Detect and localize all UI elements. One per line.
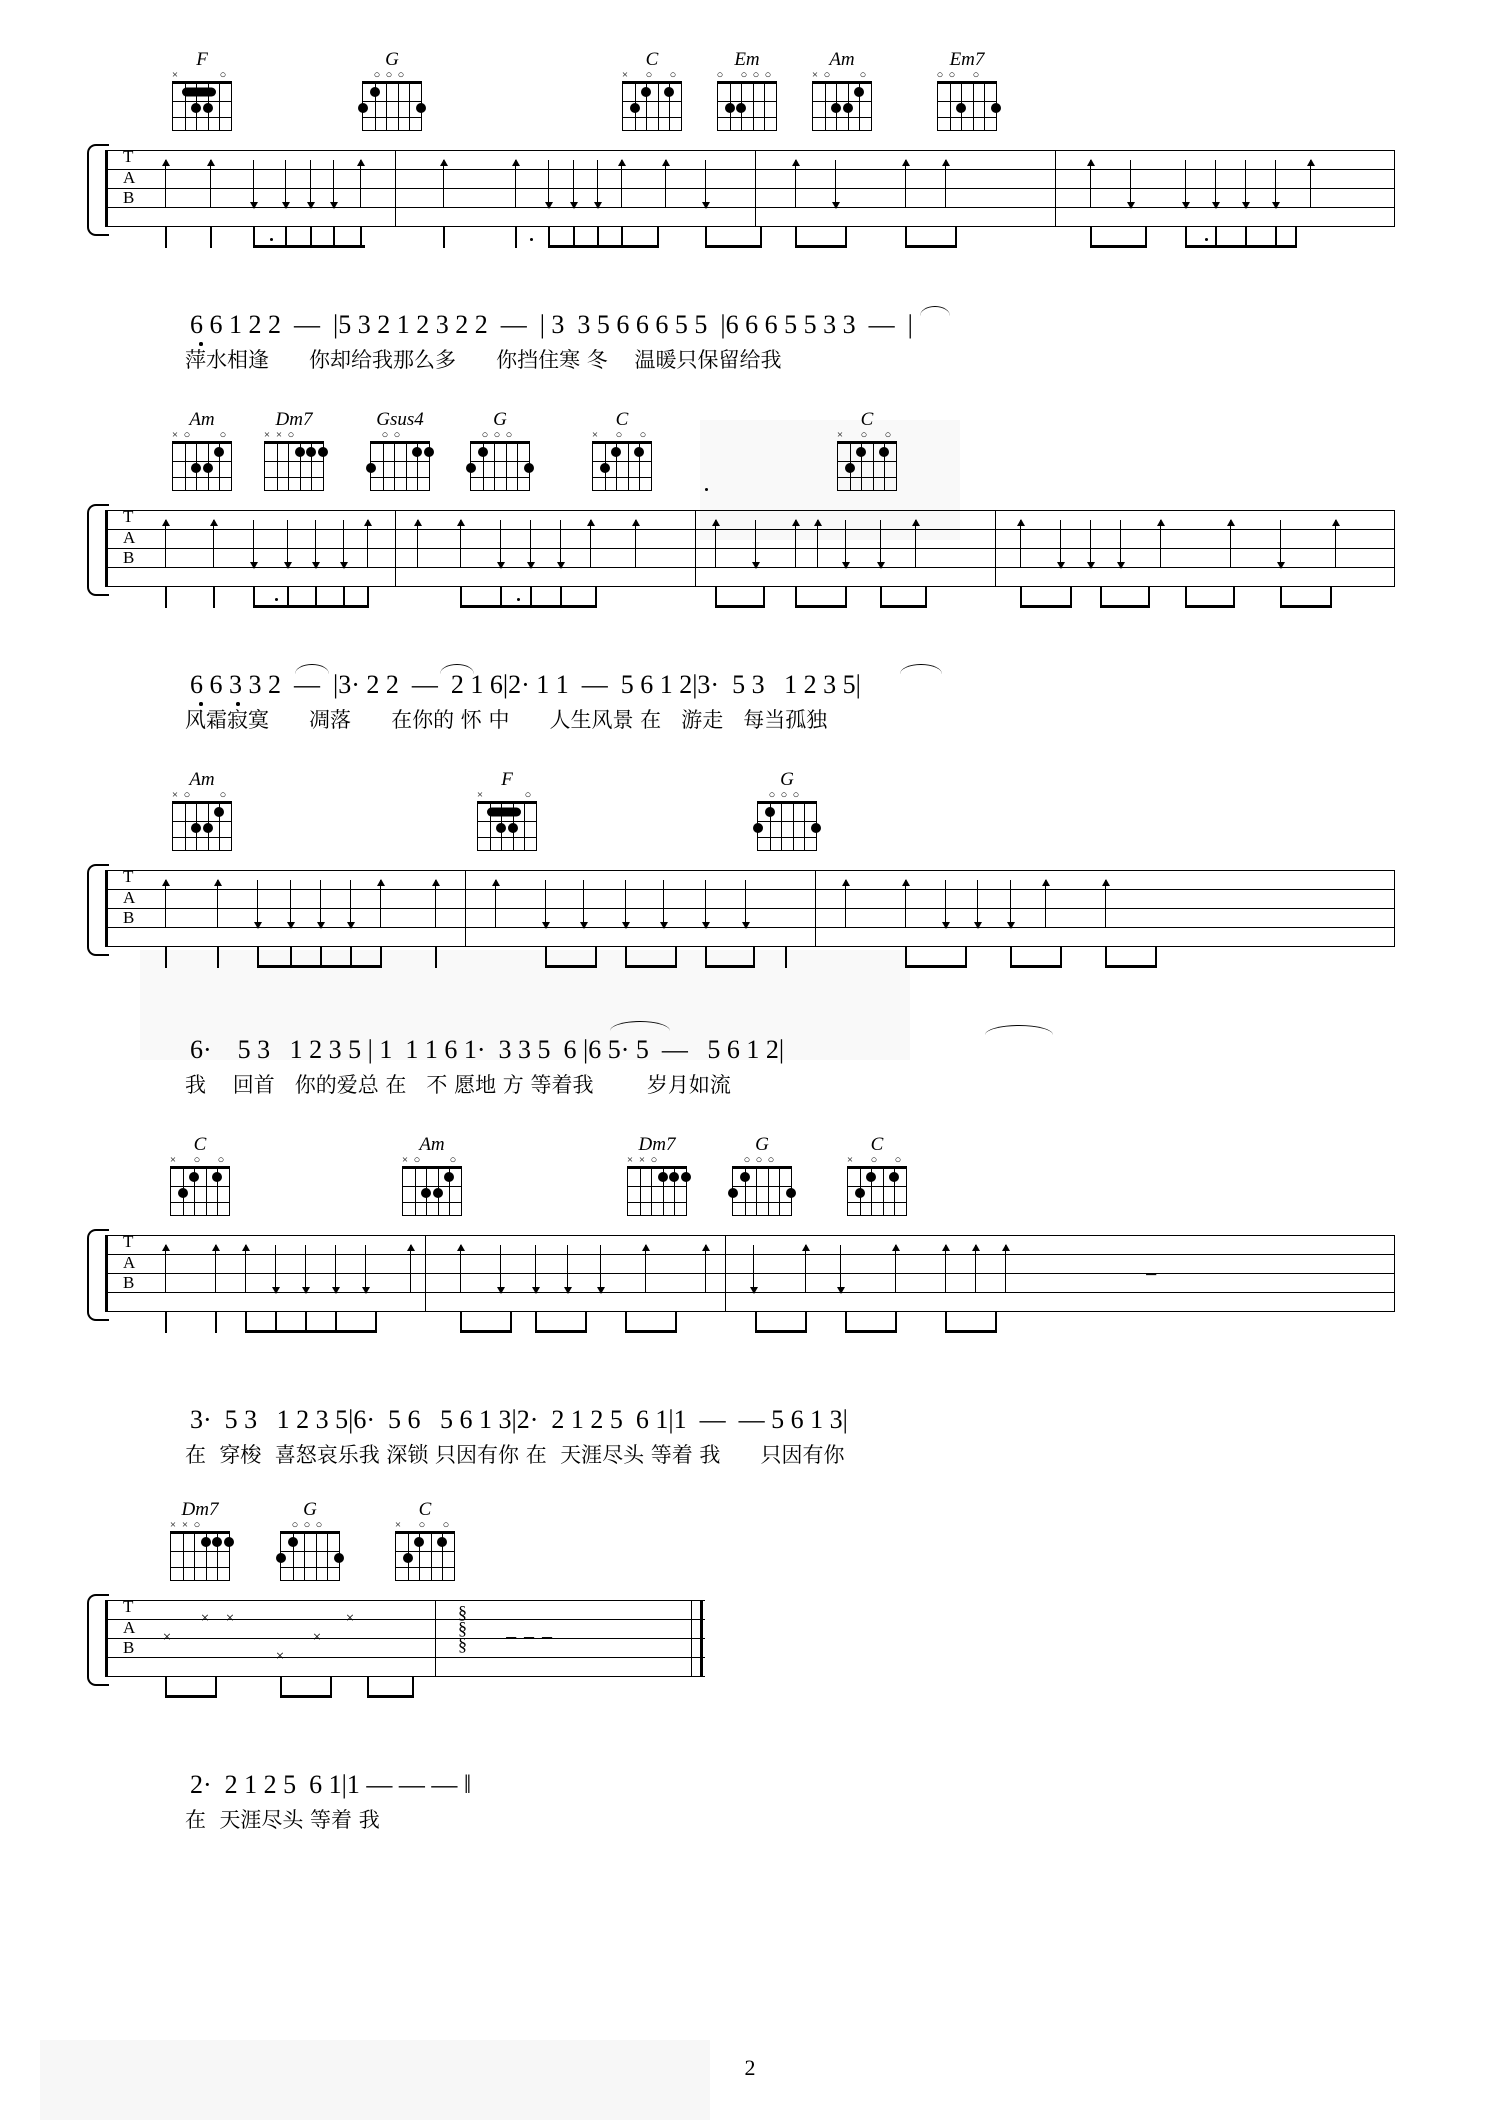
- mute-x: ×: [345, 1610, 355, 1627]
- chord-diagram: [750, 770, 824, 851]
- chord-name: Dm7: [638, 1134, 676, 1155]
- strum-up-arrow: [1335, 520, 1336, 568]
- chord-open-strings: × ○ ○: [811, 69, 867, 81]
- lyric-line: 在 穿梭 喜怒哀乐我 深锁 只因有你 在 天涯尽头 等着 我 只因有你: [185, 1443, 845, 1467]
- strum-up-arrow: [217, 880, 218, 928]
- tab-label-t: T: [123, 867, 134, 886]
- strum-up-arrow: [410, 1245, 411, 1293]
- strum-down-arrow: [583, 880, 584, 928]
- chord-name: C: [193, 1134, 207, 1155]
- chord-name: G: [780, 769, 794, 790]
- tab-staff: [105, 867, 1395, 946]
- strum-up-arrow: [945, 1245, 946, 1293]
- slur: [295, 664, 329, 674]
- chord-grid: [622, 81, 682, 131]
- strum-up-arrow: [165, 1245, 166, 1293]
- strum-down-arrow: [977, 880, 978, 928]
- chord-name: F: [196, 49, 208, 70]
- chord-grid: [732, 1166, 792, 1216]
- strum-up-arrow: [705, 1245, 706, 1293]
- chord-diagram: [463, 410, 537, 491]
- chord-diagram: [805, 50, 879, 131]
- chord-open-strings: × ○ ○: [171, 429, 227, 441]
- chord-name: G: [303, 1499, 317, 1520]
- tab-staff: [105, 1232, 1395, 1311]
- strum-up-arrow: [165, 880, 166, 928]
- chord-name: Am: [189, 769, 215, 790]
- strum-down-arrow: [275, 1245, 276, 1293]
- chord-name: Dm7: [181, 1499, 219, 1520]
- strum-down-arrow: [320, 880, 321, 928]
- chord-diagram: [273, 1500, 347, 1581]
- strum-up-arrow: [1160, 520, 1161, 568]
- strum-up-arrow: [795, 160, 796, 208]
- tab-label-b: B: [123, 908, 135, 927]
- chord-diagram: [725, 1135, 799, 1216]
- tab-label-b: B: [123, 1638, 135, 1657]
- chord-diagram: [388, 1500, 462, 1581]
- strum-down-arrow: [1090, 520, 1091, 568]
- chord-open-strings: ○ ○ ○: [373, 69, 405, 81]
- tie-dash: − − −: [505, 1625, 554, 1650]
- chord-diagram: [165, 410, 239, 491]
- lyric-line: 风霜寂寞 凋落 在你的 怀 中 人生风景 在 游走 每当孤独: [185, 708, 828, 732]
- strum-down-arrow: [310, 160, 311, 208]
- strum-up-arrow: [915, 520, 916, 568]
- strum-down-arrow: [705, 880, 706, 928]
- number-notation: 2· 2 1 2 5 6 1|1 — — — ‖: [190, 1770, 472, 1799]
- strum-down-arrow: [530, 520, 531, 568]
- chord-name: Am: [189, 409, 215, 430]
- chord-grid: [370, 441, 430, 491]
- strum-up-arrow: [443, 160, 444, 208]
- strum-up-arrow: [590, 520, 591, 568]
- strum-up-arrow: [817, 520, 818, 568]
- strum-down-arrow: [253, 160, 254, 208]
- strum-up-arrow: [360, 160, 361, 208]
- strum-up-arrow: [165, 160, 166, 208]
- chord-open-strings: × ○ ○: [846, 1154, 902, 1166]
- strum-up-arrow: [645, 1245, 646, 1293]
- strum-up-arrow: [460, 1245, 461, 1293]
- strum-up-arrow: [210, 160, 211, 208]
- tab-label-a: A: [123, 1618, 136, 1637]
- chord-open-strings: × × ○: [626, 1154, 658, 1166]
- strum-down-arrow: [755, 520, 756, 568]
- chord-name: C: [645, 49, 659, 70]
- strum-down-arrow: [1010, 880, 1011, 928]
- chord-open-strings: × ○: [476, 789, 532, 801]
- strum-down-arrow: [1245, 160, 1246, 208]
- chord-name: C: [860, 409, 874, 430]
- chord-grid: [362, 81, 422, 131]
- strum-down-arrow: [535, 1245, 536, 1293]
- chord-name: G: [385, 49, 399, 70]
- lyric-line: 萍水相逢 你却给我那么多 你挡住寒 冬 温暖只保留给我: [185, 348, 782, 372]
- mute-x: ×: [275, 1648, 285, 1665]
- number-notation: 3· 5 3 1 2 3 5|6· 5 6 5 6 1 3|2· 2 1 2 5 6 1|1 — — 5 6 1 3|: [190, 1405, 848, 1434]
- chord-diagram: [840, 1135, 914, 1216]
- number-notation: 6 6 1 2 2 — |5 3 2 1 2 3 2 2 — | 3 3 5 6 6 6 5 5 |6 6 6 5 5 3 3 — |: [190, 310, 913, 339]
- chord-grid: [937, 81, 997, 131]
- tab-label-b: B: [123, 188, 135, 207]
- strum-down-arrow: [343, 520, 344, 568]
- page-number: 2: [744, 2055, 756, 2080]
- tab-label-t: T: [123, 1597, 134, 1616]
- chord-grid: [170, 1531, 230, 1581]
- chord-open-strings: ○ ○ ○: [743, 1154, 775, 1166]
- mute-x: ×: [200, 1610, 210, 1627]
- chord-open-strings: ○ ○ ○: [936, 69, 980, 81]
- strum-up-arrow: [367, 520, 368, 568]
- slur: [440, 664, 474, 674]
- tab-staff: [105, 1597, 705, 1676]
- strum-up-arrow: [1105, 880, 1106, 928]
- chord-grid: [395, 1531, 455, 1581]
- chord-open-strings: × × ○: [263, 429, 295, 441]
- strum-up-arrow: [460, 520, 461, 568]
- chord-diagram: [930, 50, 1004, 131]
- strum-up-arrow: [795, 520, 796, 568]
- tab-label-a: A: [123, 888, 136, 907]
- strum-up-arrow: [945, 160, 946, 208]
- chord-open-strings: × × ○: [169, 1519, 201, 1531]
- chord-grid: [402, 1166, 462, 1216]
- strum-down-arrow: [335, 1245, 336, 1293]
- strum-down-arrow: [257, 880, 258, 928]
- chord-diagram: [830, 410, 904, 491]
- strum-down-arrow: [625, 880, 626, 928]
- strum-up-arrow: [495, 880, 496, 928]
- strum-down-arrow: [1280, 520, 1281, 568]
- strum-down-arrow: [880, 520, 881, 568]
- strum-down-arrow: [840, 1245, 841, 1293]
- strum-down-arrow: [1060, 520, 1061, 568]
- chord-grid: [837, 441, 897, 491]
- strum-down-arrow: [663, 880, 664, 928]
- chord-open-strings: ○ ○ ○ ○: [716, 69, 772, 81]
- strum-up-arrow: [1045, 880, 1046, 928]
- number-notation: 6 6 3 3 2 — |3· 2 2 — 2 1 6|2· 1 1 — 5 6 1 2|3· 5 3 1 2 3 5|: [190, 670, 861, 699]
- chord-open-strings: × ○ ○: [394, 1519, 450, 1531]
- chord-diagram: [165, 770, 239, 851]
- octave-dot: [199, 702, 203, 706]
- chord-open-strings: ○ ○ ○: [481, 429, 513, 441]
- strum-down-arrow: [1215, 160, 1216, 208]
- chord-grid: [470, 441, 530, 491]
- mute-x: ×: [225, 1610, 235, 1627]
- strum-down-arrow: [548, 160, 549, 208]
- tab-label-a: A: [123, 1253, 136, 1272]
- strum-down-arrow: [253, 520, 254, 568]
- strum-down-arrow: [333, 160, 334, 208]
- chord-name: C: [870, 1134, 884, 1155]
- strum-down-arrow: [365, 1245, 366, 1293]
- strum-down-arrow: [600, 1245, 601, 1293]
- chord-grid: [477, 801, 537, 851]
- strum-down-arrow: [305, 1245, 306, 1293]
- chord-diagram: [355, 50, 429, 131]
- strum-down-arrow: [315, 520, 316, 568]
- strum-up-arrow: [213, 520, 214, 568]
- chord-open-strings: × ○ ○: [836, 429, 892, 441]
- chord-grid: [172, 441, 232, 491]
- strum-up-arrow: [417, 520, 418, 568]
- strum-down-arrow: [705, 160, 706, 208]
- chord-grid: [812, 81, 872, 131]
- chord-open-strings: × ○ ○: [621, 69, 677, 81]
- strum-up-arrow: [895, 1245, 896, 1293]
- mute-x: ×: [162, 1629, 172, 1646]
- chord-diagram: [165, 50, 239, 131]
- strum-down-arrow: [1120, 520, 1121, 568]
- strum-up-arrow: [1090, 160, 1091, 208]
- chord-open-strings: × ○ ○: [401, 1154, 457, 1166]
- chord-grid: [170, 1166, 230, 1216]
- chord-name: C: [418, 1499, 432, 1520]
- strum-down-arrow: [500, 520, 501, 568]
- lyric-line: 我 回首 你的爱总 在 不 愿地 方 等着我 岁月如流: [185, 1073, 731, 1097]
- strum-down-arrow: [845, 520, 846, 568]
- chord-name: Am: [419, 1134, 445, 1155]
- chord-open-strings: ○ ○ ○: [768, 789, 800, 801]
- chord-diagram: [257, 410, 331, 491]
- chord-grid: [172, 801, 232, 851]
- strum-down-arrow: [597, 160, 598, 208]
- chord-diagram: [620, 1135, 694, 1216]
- tab-label-b: B: [123, 548, 135, 567]
- chord-diagram: [615, 50, 689, 131]
- strum-up-arrow: [215, 1245, 216, 1293]
- octave-dot: [199, 342, 203, 346]
- chord-grid: [592, 441, 652, 491]
- strum-up-arrow: [635, 520, 636, 568]
- chord-grid: [280, 1531, 340, 1581]
- strum-up-arrow: [905, 880, 906, 928]
- strum-up-arrow: [1005, 1245, 1006, 1293]
- strum-down-arrow: [350, 880, 351, 928]
- tab-label-t: T: [123, 507, 134, 526]
- strum-down-arrow: [745, 880, 746, 928]
- chord-name: Am: [829, 49, 855, 70]
- chord-diagram: [710, 50, 784, 131]
- mute-x: ×: [312, 1629, 322, 1646]
- chord-name: C: [615, 409, 629, 430]
- tab-label-t: T: [123, 147, 134, 166]
- slur: [985, 1025, 1053, 1035]
- strum-up-arrow: [515, 160, 516, 208]
- chord-diagram: [395, 1135, 469, 1216]
- strum-down-arrow: [287, 520, 288, 568]
- chord-grid: [757, 801, 817, 851]
- strum-down-arrow: [753, 1245, 754, 1293]
- tab-staff: [105, 507, 1395, 586]
- chord-grid: [847, 1166, 907, 1216]
- chord-name: Em7: [949, 49, 985, 70]
- tab-staff: [105, 147, 1395, 226]
- chord-name: F: [501, 769, 513, 790]
- chord-diagram: [163, 1500, 237, 1581]
- strum-down-arrow: [560, 520, 561, 568]
- strum-up-arrow: [805, 1245, 806, 1293]
- chord-open-strings: ○ ○ ○: [291, 1519, 323, 1531]
- chord-open-strings: × ○ ○: [591, 429, 647, 441]
- chord-open-strings: × ○ ○: [171, 789, 227, 801]
- strum-up-arrow: [845, 880, 846, 928]
- chord-grid: [717, 81, 777, 131]
- strum-up-arrow: [380, 880, 381, 928]
- arpeggio-squiggle: § § §: [458, 1602, 467, 1654]
- strum-down-arrow: [1275, 160, 1276, 208]
- strum-down-arrow: [835, 160, 836, 208]
- strum-up-arrow: [1230, 520, 1231, 568]
- tab-label-a: A: [123, 168, 136, 187]
- strum-down-arrow: [285, 160, 286, 208]
- chord-open-strings: × ○ ○: [169, 1154, 225, 1166]
- strum-down-arrow: [500, 1245, 501, 1293]
- tie-dash: −: [1145, 1262, 1158, 1287]
- strum-down-arrow: [290, 880, 291, 928]
- chord-diagram: [585, 410, 659, 491]
- strum-down-arrow: [567, 1245, 568, 1293]
- strum-down-arrow: [1130, 160, 1131, 208]
- number-notation: 6· 5 3 1 2 3 5 | 1 1 1 6 1· 3 3 5 6 |6 5· 5 — 5 6 1 2|: [190, 1035, 785, 1064]
- chord-diagram: [163, 1135, 237, 1216]
- chord-open-strings: × ○: [171, 69, 227, 81]
- chord-diagram: [363, 410, 437, 491]
- strum-down-arrow: [1185, 160, 1186, 208]
- chord-grid: [627, 1166, 687, 1216]
- strum-down-arrow: [573, 160, 574, 208]
- strum-down-arrow: [945, 880, 946, 928]
- strum-up-arrow: [905, 160, 906, 208]
- octave-dot: [236, 702, 240, 706]
- strum-up-arrow: [715, 520, 716, 568]
- tab-label-b: B: [123, 1273, 135, 1292]
- strum-up-arrow: [1020, 520, 1021, 568]
- chord-name: Em: [734, 49, 760, 70]
- tab-label-t: T: [123, 1232, 134, 1251]
- slur: [920, 306, 950, 316]
- lyric-line: 在 天涯尽头 等着 我: [185, 1808, 380, 1832]
- chord-name: Gsus4: [376, 409, 424, 430]
- strum-up-arrow: [245, 1245, 246, 1293]
- strum-up-arrow: [975, 1245, 976, 1293]
- strum-down-arrow: [545, 880, 546, 928]
- chord-grid: [264, 441, 324, 491]
- tab-label-a: A: [123, 528, 136, 547]
- strum-up-arrow: [165, 520, 166, 568]
- chord-name: G: [493, 409, 507, 430]
- chord-open-strings: ○ ○: [381, 429, 401, 441]
- strum-up-arrow: [621, 160, 622, 208]
- slur: [900, 664, 942, 674]
- strum-up-arrow: [665, 160, 666, 208]
- strum-up-arrow: [435, 880, 436, 928]
- strum-up-arrow: [1310, 160, 1311, 208]
- chord-name: Dm7: [275, 409, 313, 430]
- chord-name: G: [755, 1134, 769, 1155]
- chord-grid: [172, 81, 232, 131]
- chord-diagram: [470, 770, 544, 851]
